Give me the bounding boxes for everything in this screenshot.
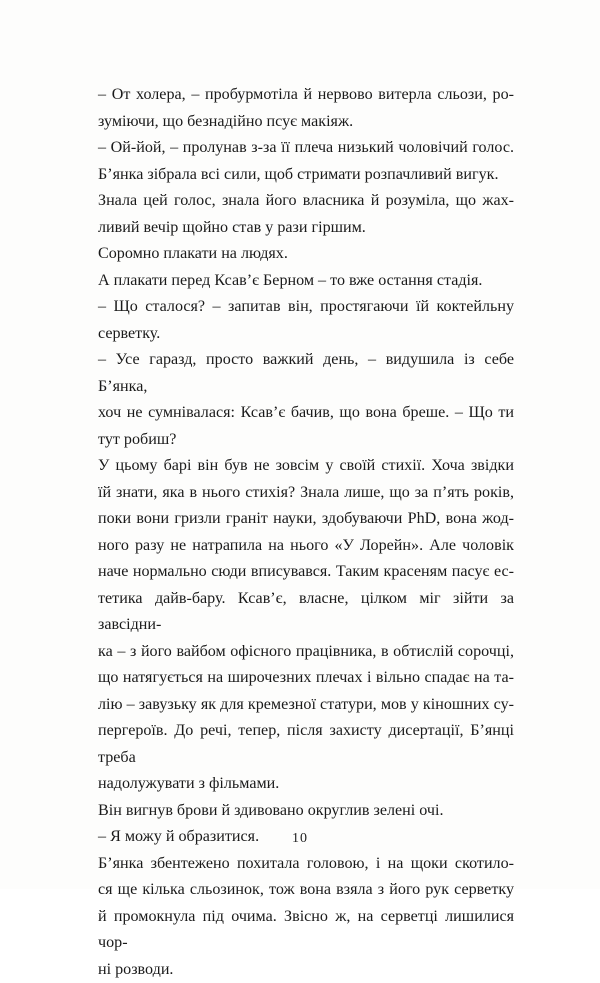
text-line: Соромно плакати на людях. (98, 241, 514, 268)
text-line: тетика дайв-бару. Ксавʼє, власне, цілком міг зійти за завсідни- (98, 586, 514, 639)
text-line: – Я можу й образитися. (98, 824, 514, 851)
text-line: поки вони гризли граніт науки, здобуваючи PhD, вона жод- (98, 506, 514, 533)
text-line: ливий вечір щойно став у рази гіршим. (98, 215, 514, 242)
text-line: ного разу не натрапила на нього «У Лорейн». Але чоловік (98, 533, 514, 560)
text-line: – Що сталося? – запитав він, простягаючи їй коктейльну (98, 294, 514, 321)
text-line: ся ще кілька сльозинок, тож вона взяла з його рук серветку (98, 877, 514, 904)
text-line: Бʼянка зібрала всі сили, щоб стримати розпачливий вигук. (98, 162, 514, 189)
text-line: ка – з його вайбом офісного працівника, в обтислій сорочці, (98, 639, 514, 666)
text-line: Бʼянка збентежено похитала головою, і на щоки скотило- (98, 851, 514, 878)
text-line: зуміючи, що безнадійно псує макіяж. (98, 109, 514, 136)
page-number: 10 (0, 831, 600, 847)
text-line: пергероїв. До речі, тепер, після захисту дисертації, Бʼянці треба (98, 718, 514, 771)
text-line: надолужувати з фільмами. (98, 771, 514, 798)
text-line: наче нормально сюди вписувався. Таким красеням пасує ес- (98, 559, 514, 586)
text-line: тут робиш? (98, 427, 514, 454)
text-line: Він вигнув брови й здивовано округлив зелені очі. (98, 798, 514, 825)
text-line: що натягується на широчезних плечах і вільно спадає на та- (98, 665, 514, 692)
text-line: Знала цей голос, знала його власника й розуміла, що жах- (98, 188, 514, 215)
text-line: – Усе гаразд, просто важкий день, – видушила із себе Бʼянка, (98, 347, 514, 400)
text-line: лію – завузьку як для кремезної статури, мов у кіношних су- (98, 692, 514, 719)
text-line: хоч не сумнівалася: Ксавʼє бачив, що вона бреше. – Що ти (98, 400, 514, 427)
text-line: й промокнула під очима. Звісно ж, на серветці лишилися чор- (98, 904, 514, 957)
body-text (98, 82, 514, 983)
text-line: їй знати, яка в нього стихія? Знала лише, що за пʼять років, (98, 480, 514, 507)
text-line: А плакати перед Ксавʼє Берном – то вже остання стадія. (98, 268, 514, 295)
text-line: – От холера, – пробурмотіла й нервово витерла сльози, ро- (98, 82, 514, 109)
text-line: ні розводи. (98, 957, 514, 983)
text-line: У цьому барі він був не зовсім у своїй стихії. Хоча звідки (98, 453, 514, 480)
text-line: серветку. (98, 321, 514, 348)
text-line: – Ой-йой, – пролунав з-за її плеча низький чоловічий голос. (98, 135, 514, 162)
